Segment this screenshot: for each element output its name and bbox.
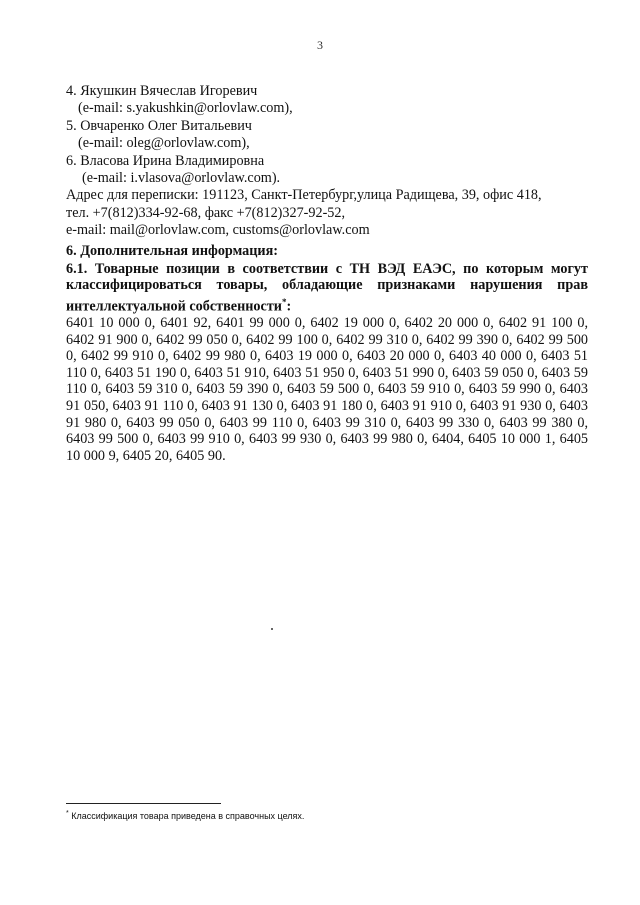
footnote-text: Классификация товара приведена в справочных целях. — [71, 811, 305, 821]
contact-name: 5. Овчаренко Олег Витальевич — [66, 117, 252, 134]
footnote-reference: * — [281, 296, 287, 307]
scan-speck — [271, 628, 273, 630]
contact-email: (e-mail: i.vlasova@orlovlaw.com). — [82, 170, 281, 187]
footnote-divider — [66, 803, 221, 804]
subsection-title-colon: : — [286, 298, 292, 315]
address-line: Адрес для переписки: 191123, Санкт-Петербург,улица Радищева, 39, офис 418, — [66, 187, 542, 204]
phone-fax-line: тел. +7(812)334-92-68, факс +7(812)327-92-52, — [66, 204, 346, 221]
contact-name: 6. Власова Ирина Владимировна — [66, 152, 265, 169]
subsection-title — [66, 261, 588, 316]
additional-info-section — [66, 243, 588, 464]
email-line: e-mail: mail@orlovlaw.com, customs@orlovlaw.com — [66, 222, 370, 239]
page-number: 3 — [317, 38, 323, 52]
subsection-title-text: 6.1. Товарные позиции в соответствии с ТН ВЭД ЕАЭС, по которым могут классифицироваться товары, обладающие признаками нарушения прав интеллектуальной собственности — [66, 260, 588, 315]
footnote-mark: * — [66, 810, 69, 817]
section-title: 6. Дополнительная информация: — [66, 243, 278, 259]
contact-email: (e-mail: s.yakushkin@orlovlaw.com), — [78, 100, 293, 117]
tariff-codes-list: 6401 10 000 0, 6401 92, 6401 99 000 0, 6402 19 000 0, 6402 20 000 0, 6402 91 100 0, 6402 91 900 0, 6402 99 050 0, 6402 99 100 0, 6402 99 310 0, 6402 99 390 0, 6402 99 500 0, 6402 99 910 0, 6402 99 980 0, 6403 19 000 0, 6403 20 000 0, 6403 40 000 0, 6403 51 110 0, 6403 51 190 0, 6403 51 910, 6403 51 950 0, 6403 51 990 0, 6403 59 050 0, 6403 59 110 0, 6403 59 310 0, 6403 59 390 0, 6403 59 500 0, 6403 59 910 0, 6403 59 990 0, 6403 91 050, 6403 91 110 0, 6403 91 130 0, 6403 91 180 0, 6403 91 910 0, 6403 91 930 0, 6403 91 980 0, 6403 99 050 0, 6403 99 110 0, 6403 99 310 0, 6403 99 330 0, 6403 99 380 0, 6403 99 500 0, 6403 99 910 0, 6403 99 930 0, 6403 99 980 0, 6404, 6405 10 000 1, 6405 10 000 9, 6405 20, 6405 90. — [66, 315, 588, 464]
footnote — [66, 810, 304, 821]
contact-email: (e-mail: oleg@orlovlaw.com), — [78, 135, 250, 152]
contacts-block — [66, 83, 606, 240]
contact-name: 4. Якушкин Вячеслав Игоревич — [66, 83, 258, 99]
